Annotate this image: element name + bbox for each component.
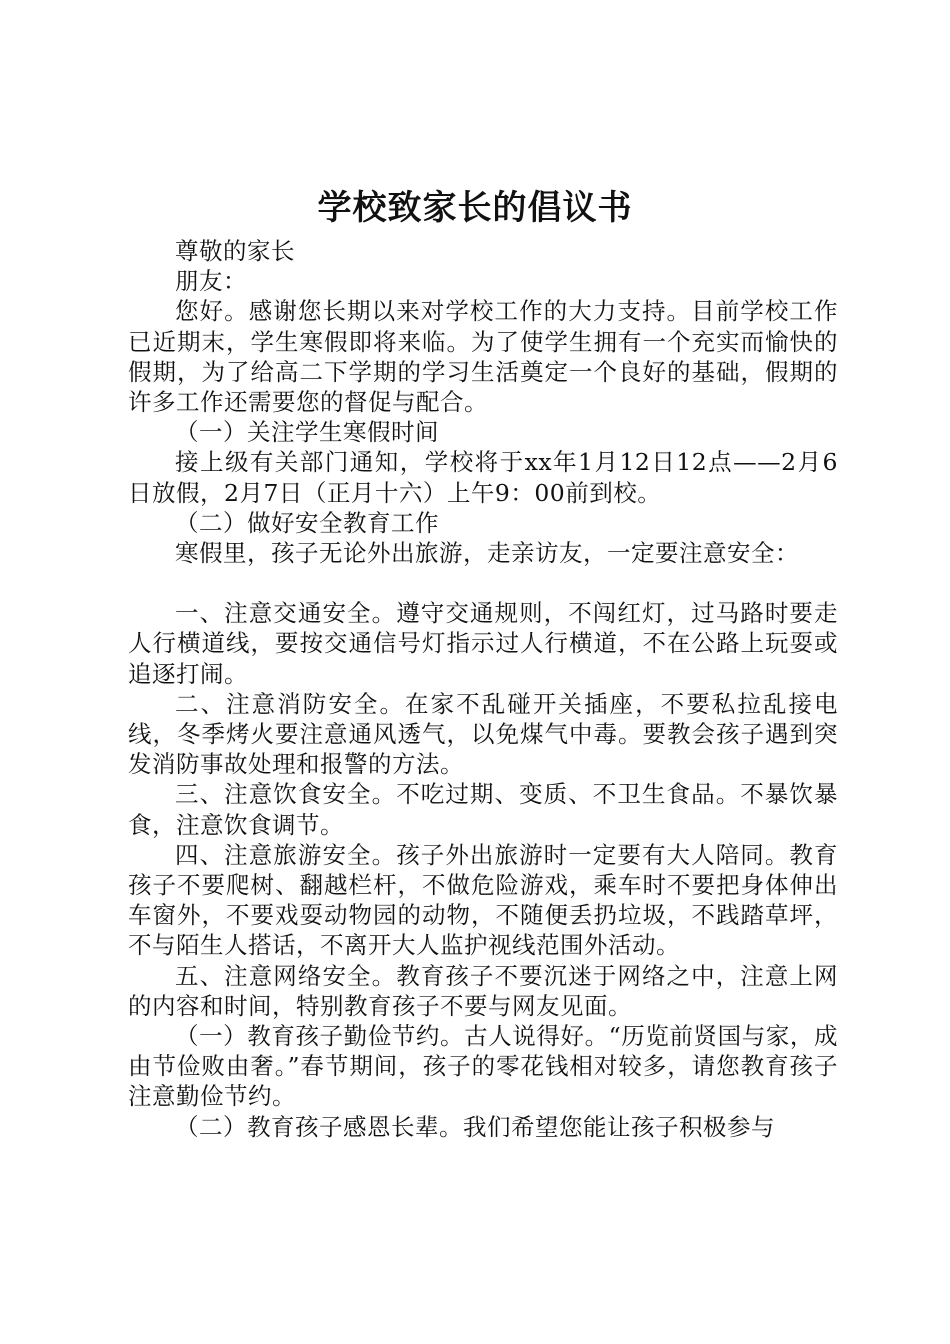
travel-safety-paragraph: 四、注意旅游安全。孩子外出旅游时一定要有大人陪同。教育孩子不要爬树、翻越栏杆，不做危险游戏，乘车时不要把身体伸出车窗外，不要戏耍动物园的动物，不随便丢扔垃圾，不践踏草坪，不与陌生人搭话，不离开大人监护视线范围外活动。 <box>128 840 838 960</box>
internet-safety-paragraph: 五、注意网络安全。教育孩子不要沉迷于网络之中，注意上网的内容和时间，特别教育孩子不要与网友见面。 <box>128 961 838 1020</box>
salutation-line-1: 尊敬的家长 <box>175 237 295 265</box>
salutation-line-2: 朋友： <box>175 267 247 296</box>
section-heading-holiday-time: （一）关注学生寒假时间 <box>175 418 439 447</box>
safety-intro-paragraph: 寒假里，孩子无论外出旅游，走亲访友，一定要注意安全： <box>175 539 799 568</box>
holiday-time-paragraph: 接上级有关部门通知，学校将于xx年1月12日12点——2月6日放假，2月7日（正月十六）上午9：00前到校。 <box>128 448 838 507</box>
traffic-safety-paragraph: 一、注意交通安全。遵守交通规则，不闯红灯，过马路时要走人行横道线，要按交通信号灯指示过人行横道，不在公路上玩耍或追逐打闹。 <box>128 599 838 688</box>
fire-safety-paragraph: 二、注意消防安全。在家不乱碰开关插座，不要私拉乱接电线，冬季烤火要注意通风透气，以免煤气中毒。要教会孩子遇到突发消防事故处理和报警的方法。 <box>128 689 838 779</box>
section-heading-safety: （二）做好安全教育工作 <box>175 508 439 537</box>
blank-line <box>128 568 838 598</box>
document-title: 学校致家长的倡议书 <box>317 188 633 228</box>
food-safety-paragraph: 三、注意饮食安全。不吃过期、变质、不卫生食品。不暴饮暴食，注意饮食调节。 <box>128 780 838 839</box>
gratitude-paragraph: （二）教育孩子感恩长辈。我们希望您能让孩子积极参与 <box>175 1112 775 1141</box>
document-body <box>128 236 838 1142</box>
frugality-paragraph: （一）教育孩子勤俭节约。古人说得好。“历览前贤国与家，成由节俭败由奢。”春节期间，孩子的零花钱相对较多，请您教育孩子注意勤俭节约。 <box>128 1022 838 1111</box>
intro-paragraph: 您好。感谢您长期以来对学校工作的大力支持。目前学校工作已近期末，学生寒假即将来临。为了使学生拥有一个充实而愉快的假期，为了给高二下学期的学习生活奠定一个良好的基础，假期的许多工作还需要您的督促与配合。 <box>128 297 838 417</box>
